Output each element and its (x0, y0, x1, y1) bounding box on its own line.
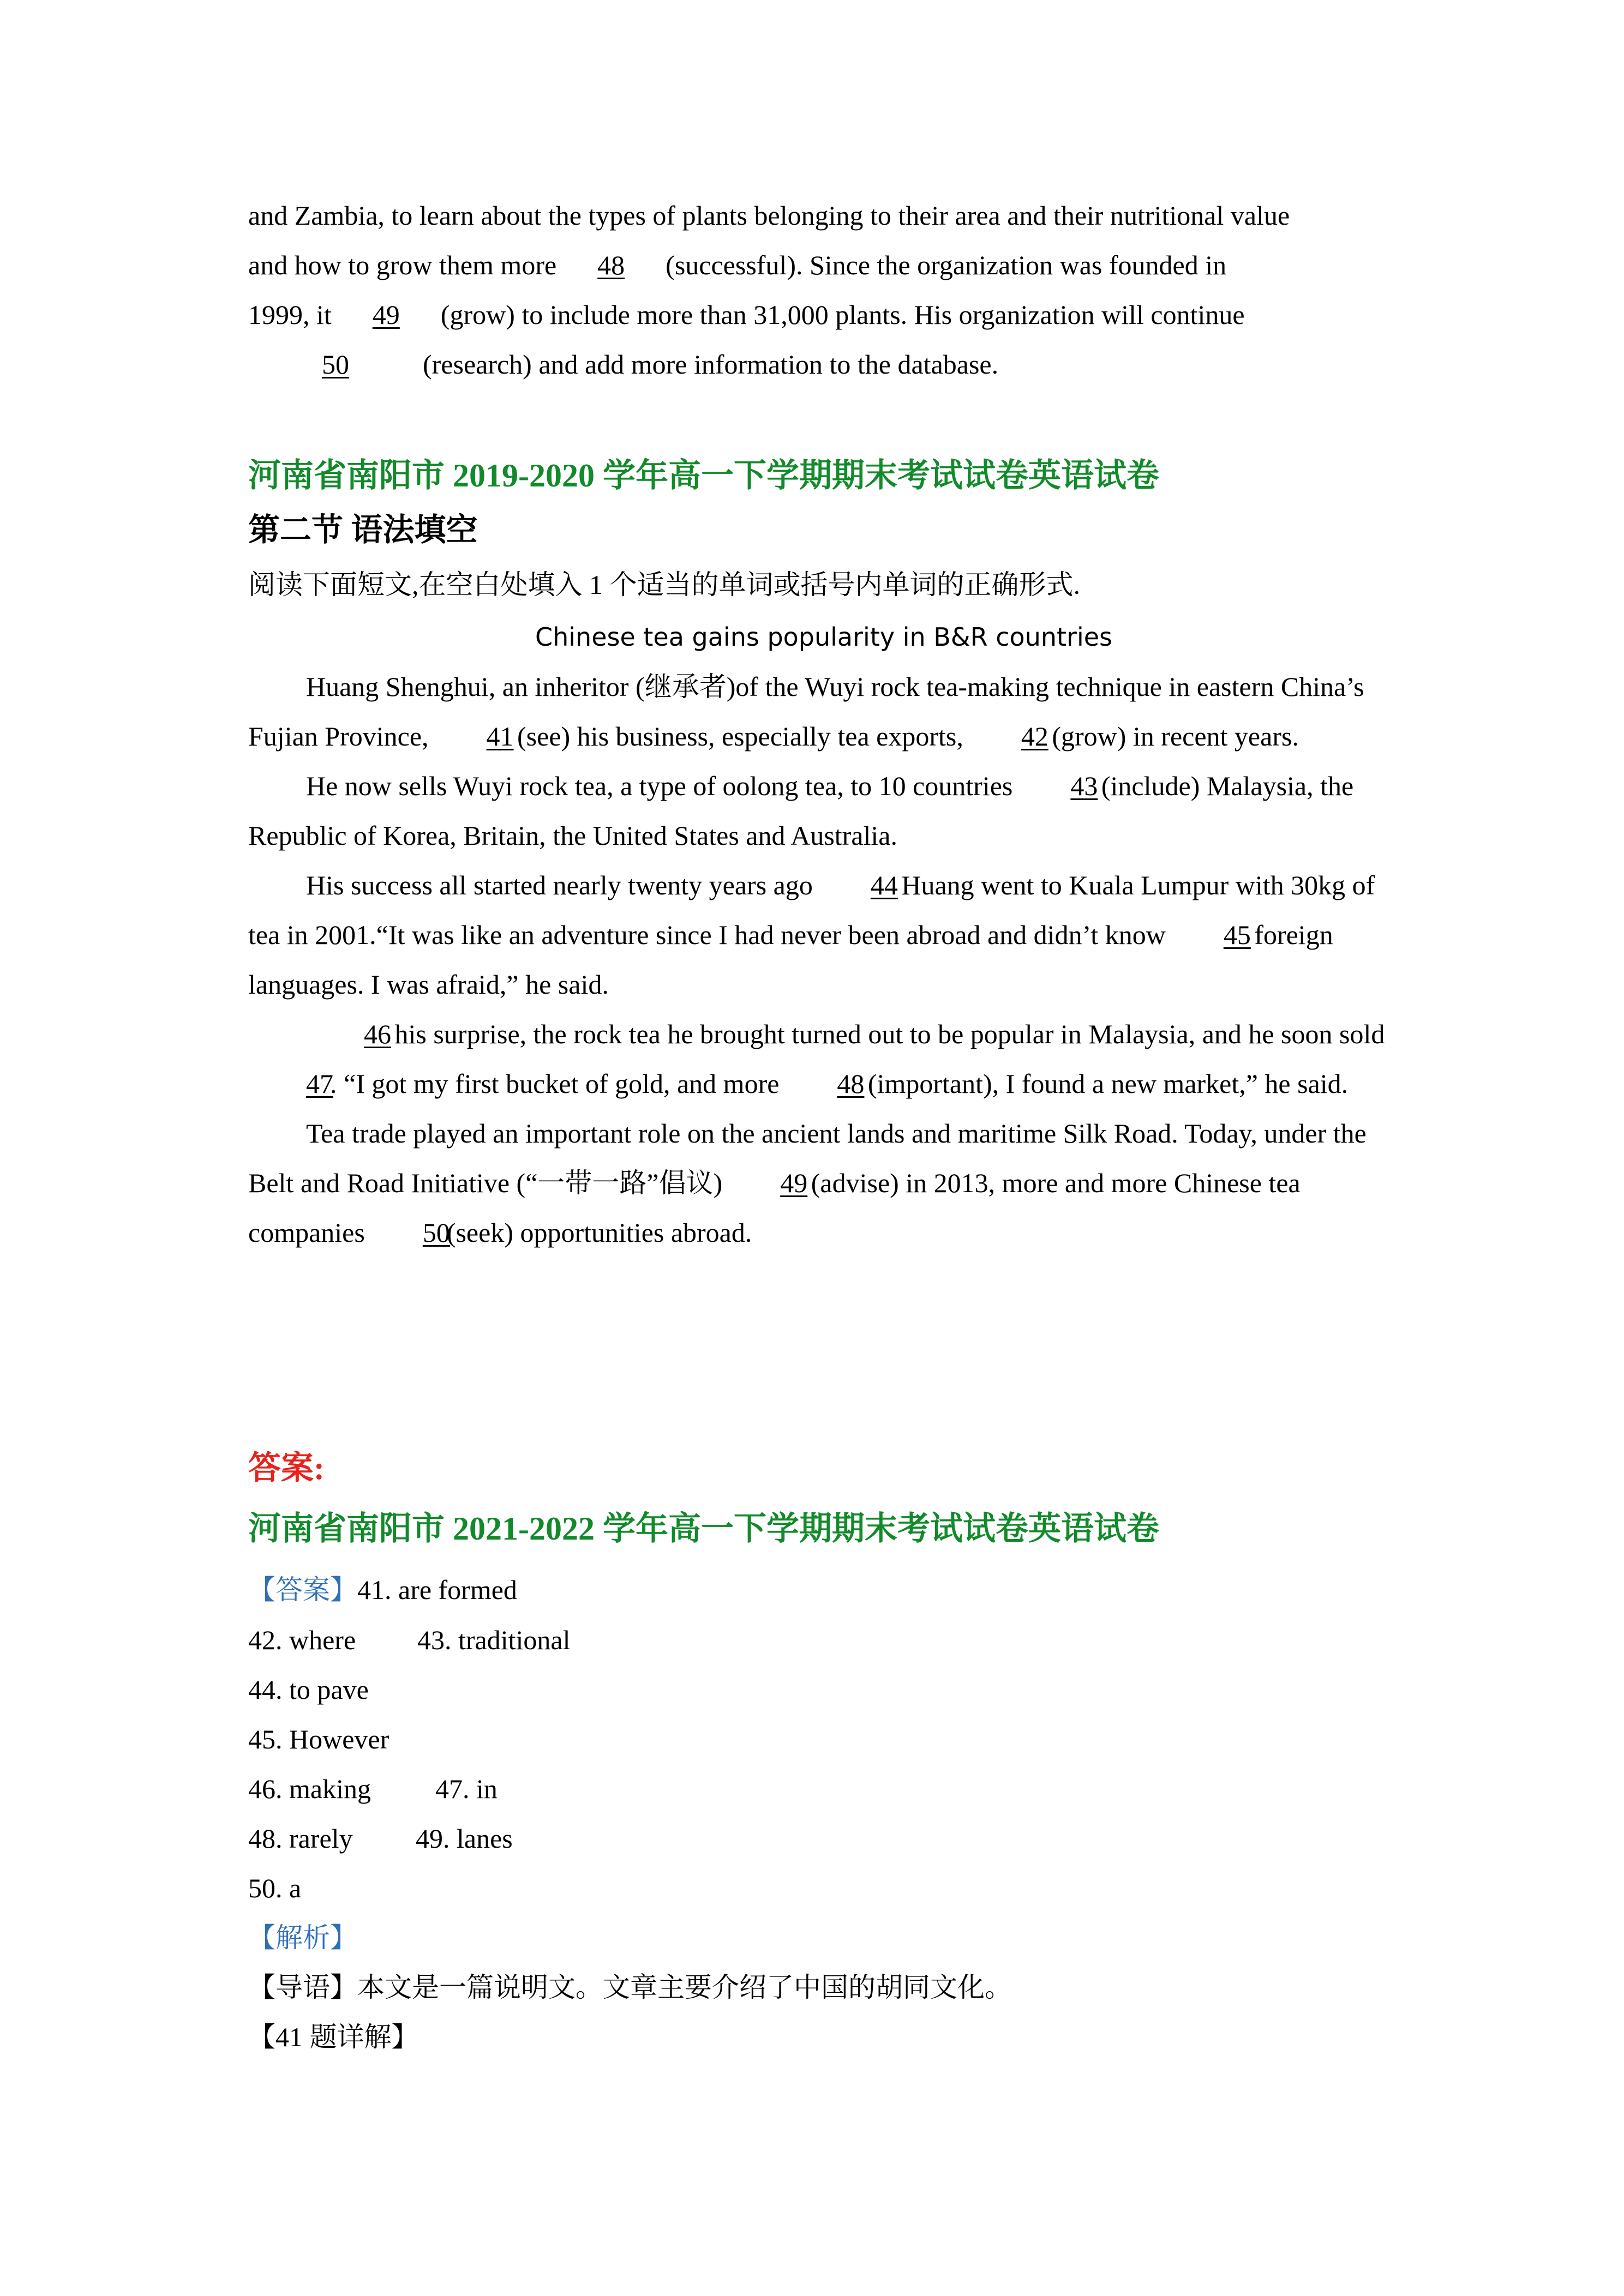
passage-line: 50 (research) and add more information to the database. (248, 340, 1399, 389)
exam-section (248, 448, 1399, 1258)
answer-45: 45. However (248, 1724, 389, 1754)
instruction: 阅读下面短文,在空白处填入 1 个适当的单词或括号内单词的正确形式. (248, 569, 1080, 600)
section-heading: 河南省南阳市 2019-2020 学年高一下学期期末考试试卷英语试卷 (248, 458, 1159, 494)
section-subheading: 第二节 语法填空 (248, 512, 478, 548)
answer-47: 47. in (435, 1774, 498, 1804)
passage-title: Chinese tea gains popularity in B&R countries (535, 622, 1112, 652)
answer-49: 49. lanes (416, 1823, 513, 1854)
blank-46: 46 (364, 1019, 391, 1049)
blank-50: 50 (422, 1217, 450, 1248)
paragraph-2: He now sells Wuyi rock tea, a type of oolong tea, to 10 countries 43 (include) Malaysia, the Republic of Korea, Britain, the United States and Australia. (248, 761, 1399, 861)
answers-heading: 河南省南阳市 2021-2022 学年高一下学期期末考试试卷英语试卷 (248, 1511, 1159, 1547)
paragraph-5: Tea trade played an important role on the ancient lands and maritime Silk Road. Today, under the Belt and Road Initiative (“一带一路”倡议) 49 (advise) in 2013, more and more Chinese tea companies 50(seek) opportunities abroad. (248, 1109, 1399, 1258)
answer-tag: 【答案】 (248, 1574, 357, 1605)
blank-44: 44 (870, 870, 898, 900)
blank-50: 50 (322, 349, 349, 380)
blank-49: 49 (372, 299, 400, 330)
blank-42: 42 (1021, 721, 1048, 752)
blank-47: 47 (306, 1068, 333, 1099)
blank-41: 41 (486, 721, 514, 752)
blank-48: 48 (837, 1068, 865, 1099)
blank-43: 43 (1070, 771, 1098, 801)
paragraph-1: Huang Shenghui, an inheritor (继承者)of the Wuyi rock tea-making technique in eastern China’s Fujian Province, 41 (see) his business, especially tea exports, 42 (grow) in recent years. (248, 662, 1399, 761)
question-41-detail: 【41 题详解】 (248, 2022, 419, 2052)
answers-label: 答案: (248, 1450, 325, 1486)
blank-45: 45 (1223, 919, 1251, 950)
paragraph-4: 46 his surprise, the rock tea he brought turned out to be popular in Malaysia, and he soon sold 47. “I got my first bucket of gold, and more 48 (important), I found a new market,” he said. (248, 1009, 1399, 1109)
paragraph-3: His success all started nearly twenty years ago 44 Huang went to Kuala Lumpur with 30kg of tea in 2001.“It was like an adventure since I had never been abroad and didn’t know 45 foreign languages. I was afraid,” he said. (248, 861, 1399, 1009)
analysis-tag: 【解析】 (248, 1922, 357, 1953)
answer-48: 48. rarely (248, 1823, 353, 1854)
answer-46: 46. making (248, 1774, 371, 1804)
passage-line: and how to grow them more 48 (successful). Since the organization was founded in (248, 241, 1399, 290)
answer-50: 50. a (248, 1873, 302, 1903)
answer-44: 44. to pave (248, 1674, 369, 1705)
guide-text: 【导语】本文是一篇说明文。文章主要介绍了中国的胡同文化。 (248, 1972, 1012, 2003)
passage-line: and Zambia, to learn about the types of plants belonging to their area and their nutritional value (248, 200, 1290, 231)
blank-49: 49 (780, 1168, 808, 1198)
top-passage (248, 191, 1399, 389)
passage-line: 1999, it 49 (grow) to include more than 31,000 plants. His organization will continue (248, 290, 1399, 340)
blank-48: 48 (597, 250, 625, 280)
answer-line-41: 【答案】41. are formed (248, 1574, 517, 1605)
answer-43: 43. traditional (417, 1625, 571, 1655)
answer-42: 42. where (248, 1625, 356, 1655)
